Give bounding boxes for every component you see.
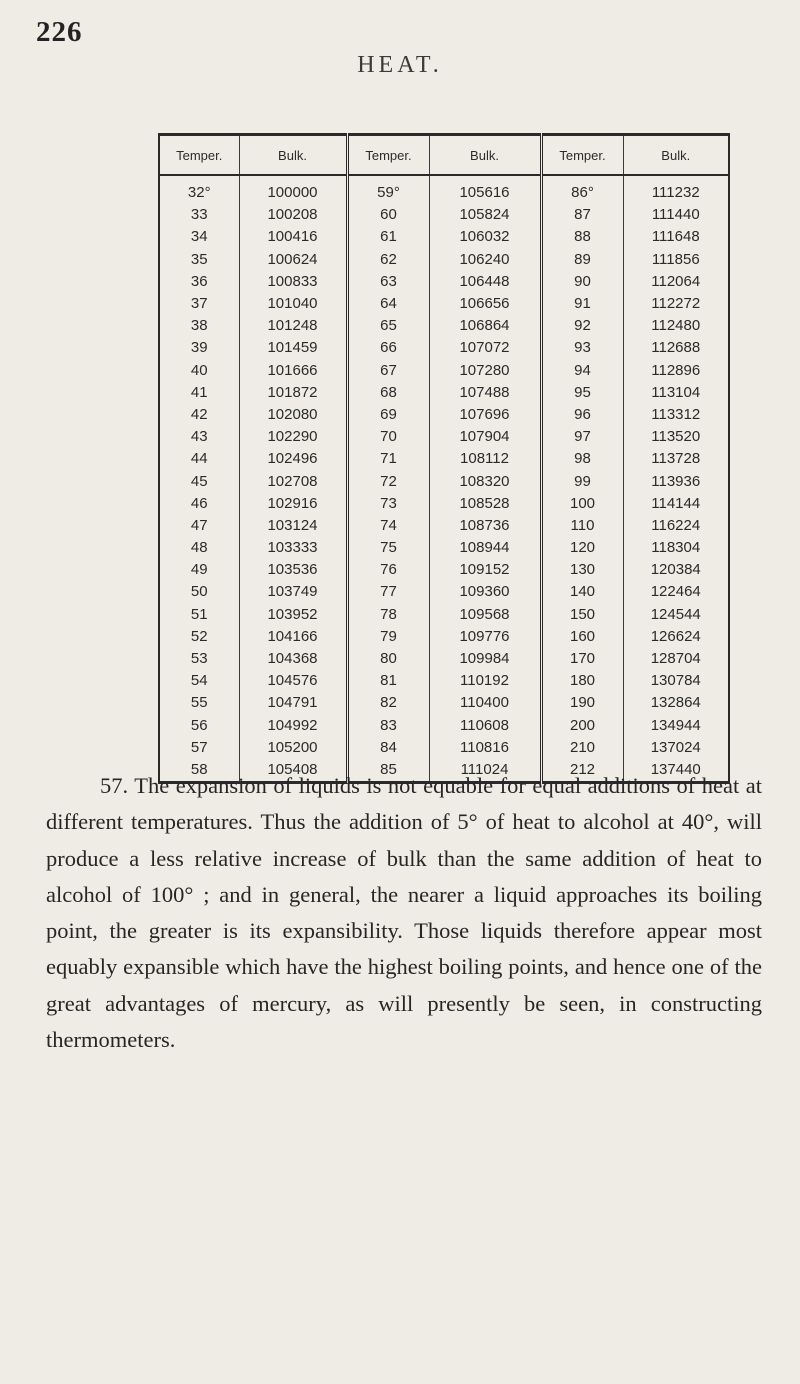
cell-bulk-1: 102290 [239, 426, 347, 448]
cell-bulk-1: 104992 [239, 715, 347, 737]
cell-bulk-1: 103536 [239, 559, 347, 581]
cell-bulk-2: 108528 [429, 493, 541, 515]
cell-temper-1: 58 [159, 759, 239, 783]
cell-temper-3: 99 [541, 470, 623, 492]
table-row [159, 175, 729, 204]
cell-bulk-1: 100416 [239, 226, 347, 248]
cell-bulk-2: 108736 [429, 515, 541, 537]
running-head: HEAT. [357, 52, 443, 78]
cell-temper-3: 120 [541, 537, 623, 559]
table-row [159, 226, 729, 248]
cell-bulk-3: 111856 [651, 250, 700, 268]
cell-temper-2: 65 [347, 315, 429, 337]
cell-bulk-1: 103749 [239, 581, 347, 603]
table-row [159, 404, 729, 426]
cell-bulk-3: 113728 [651, 450, 701, 468]
cell-bulk-1: 100000 [239, 175, 347, 204]
cell-bulk-2: 105824 [429, 204, 541, 226]
cell-temper-1: 36 [159, 271, 239, 293]
cell-temper-2: 71 [347, 448, 429, 470]
cell-bulk-3: 113312 [651, 405, 701, 423]
table-row [159, 581, 729, 603]
cell-temper-3: 180 [541, 670, 623, 692]
cell-bulk-3: 111440 [651, 206, 700, 224]
cell-temper-2: 79 [347, 626, 429, 648]
cell-temper-3: 96 [541, 404, 623, 426]
cell-temper-3: 150 [541, 604, 623, 626]
table-row [159, 426, 729, 448]
cell-bulk-3: 111648 [651, 228, 700, 246]
table-row [159, 537, 729, 559]
cell-bulk-2: 107072 [429, 337, 541, 359]
cell-bulk-2: 110816 [429, 737, 541, 759]
header-temper-3: Temper. [541, 135, 623, 176]
cell-bulk-3: 113936 [651, 472, 701, 490]
cell-temper-3: 212 [541, 759, 623, 783]
cell-bulk-2: 109984 [429, 648, 541, 670]
table-row [159, 360, 729, 382]
cell-temper-1: 41 [159, 382, 239, 404]
table-row [159, 559, 729, 581]
cell-bulk-3: 116224 [651, 516, 701, 534]
cell-temper-1: 47 [159, 515, 239, 537]
page-number: 226 [36, 16, 83, 48]
cell-bulk-1: 100624 [239, 249, 347, 271]
header-bulk-3: Bulk. [623, 135, 729, 176]
cell-temper-1: 44 [159, 448, 239, 470]
cell-temper-3: 170 [541, 648, 623, 670]
cell-bulk-2: 110608 [429, 715, 541, 737]
table-row [159, 382, 729, 404]
paragraph-57: 57. The expansion of liquids is not equable for equal additions of heat at different temperatures. Thus the addition of 5° of heat to alcohol at 40°, will produce a less relative increase of bulk than the same addition of heat to alcohol of 100° ; and in general, the nearer a liquid approaches its boiling point, the greater is its expansibility. Those liquids therefore appear most equably expansible which have the highest boiling points, and hence one of the great advantages of mercury, as will presently be seen, in constructing thermometers. [46, 773, 762, 1053]
cell-temper-1: 46 [159, 493, 239, 515]
cell-bulk-1: 101872 [239, 382, 347, 404]
cell-temper-2: 69 [347, 404, 429, 426]
cell-temper-2: 62 [347, 249, 429, 271]
table-row [159, 515, 729, 537]
cell-temper-3: 160 [541, 626, 623, 648]
cell-temper-1: 32° [159, 175, 239, 204]
cell-bulk-1: 102708 [239, 470, 347, 492]
expansion-table [158, 133, 730, 784]
cell-temper-2: 73 [347, 493, 429, 515]
cell-bulk-2: 110192 [429, 670, 541, 692]
cell-temper-3: 110 [541, 515, 623, 537]
body-text [46, 768, 762, 1058]
cell-bulk-3: 112064 [651, 272, 701, 290]
cell-bulk-2: 106448 [429, 271, 541, 293]
expansion-table-container [158, 133, 728, 784]
table-row [159, 737, 729, 759]
cell-temper-3: 91 [541, 293, 623, 315]
cell-bulk-1: 101459 [239, 337, 347, 359]
cell-temper-2: 77 [347, 581, 429, 603]
cell-bulk-2: 106032 [429, 226, 541, 248]
cell-temper-1: 52 [159, 626, 239, 648]
cell-temper-2: 67 [347, 360, 429, 382]
table-row [159, 204, 729, 226]
cell-temper-3: 98 [541, 448, 623, 470]
cell-bulk-3: 130784 [650, 672, 701, 690]
cell-bulk-1: 104576 [239, 670, 347, 692]
header-bulk-2: Bulk. [429, 135, 541, 176]
cell-bulk-1: 100833 [239, 271, 347, 293]
cell-bulk-3: 112480 [651, 317, 701, 335]
cell-bulk-3: 134944 [650, 716, 701, 734]
cell-bulk-1: 101666 [239, 360, 347, 382]
table-row [159, 626, 729, 648]
cell-temper-2: 75 [347, 537, 429, 559]
table-row [159, 315, 729, 337]
cell-bulk-3: 118304 [651, 539, 701, 557]
cell-bulk-3: 120384 [650, 561, 701, 579]
cell-bulk-2: 106864 [429, 315, 541, 337]
cell-temper-2: 68 [347, 382, 429, 404]
cell-bulk-2: 107904 [429, 426, 541, 448]
cell-bulk-2: 108320 [429, 470, 541, 492]
cell-bulk-3: 112896 [651, 361, 701, 379]
cell-temper-1: 49 [159, 559, 239, 581]
cell-bulk-1: 100208 [239, 204, 347, 226]
cell-temper-2: 61 [347, 226, 429, 248]
cell-temper-1: 34 [159, 226, 239, 248]
cell-bulk-2: 108112 [429, 448, 541, 470]
cell-temper-2: 85 [347, 759, 429, 783]
cell-bulk-1: 101040 [239, 293, 347, 315]
cell-bulk-2: 109776 [429, 626, 541, 648]
cell-bulk-2: 108944 [429, 537, 541, 559]
cell-bulk-1: 104368 [239, 648, 347, 670]
cell-temper-1: 50 [159, 581, 239, 603]
cell-temper-1: 43 [159, 426, 239, 448]
cell-bulk-3: 113520 [651, 428, 701, 446]
cell-temper-2: 81 [347, 670, 429, 692]
cell-temper-3: 210 [541, 737, 623, 759]
cell-bulk-1: 103952 [239, 604, 347, 626]
cell-bulk-2: 110400 [429, 692, 541, 714]
cell-temper-2: 78 [347, 604, 429, 626]
table-row [159, 692, 729, 714]
cell-temper-3: 86° [541, 175, 623, 204]
cell-temper-1: 37 [159, 293, 239, 315]
cell-temper-2: 70 [347, 426, 429, 448]
cell-bulk-1: 102496 [239, 448, 347, 470]
cell-bulk-3: 113104 [651, 383, 701, 401]
header-bulk-1: Bulk. [239, 135, 347, 176]
cell-temper-2: 83 [347, 715, 429, 737]
cell-temper-1: 39 [159, 337, 239, 359]
cell-temper-2: 59° [347, 175, 429, 204]
cell-bulk-3: 114144 [651, 494, 701, 512]
cell-temper-1: 42 [159, 404, 239, 426]
cell-temper-3: 190 [541, 692, 623, 714]
cell-bulk-1: 105200 [239, 737, 347, 759]
table-row [159, 271, 729, 293]
cell-temper-2: 66 [347, 337, 429, 359]
table-header-row [159, 135, 729, 176]
cell-temper-1: 38 [159, 315, 239, 337]
table-body [159, 175, 729, 783]
cell-bulk-2: 106240 [429, 249, 541, 271]
cell-temper-3: 95 [541, 382, 623, 404]
cell-temper-1: 55 [159, 692, 239, 714]
cell-bulk-3: 137440 [650, 760, 701, 778]
cell-temper-2: 72 [347, 470, 429, 492]
cell-bulk-3: 112688 [651, 339, 701, 357]
cell-temper-2: 60 [347, 204, 429, 226]
cell-temper-3: 130 [541, 559, 623, 581]
cell-temper-3: 88 [541, 226, 623, 248]
cell-bulk-2: 105616 [429, 175, 541, 204]
cell-bulk-2: 109360 [429, 581, 541, 603]
cell-temper-2: 82 [347, 692, 429, 714]
cell-bulk-1: 103124 [239, 515, 347, 537]
table-row [159, 715, 729, 737]
cell-bulk-1: 102080 [239, 404, 347, 426]
cell-bulk-3: 128704 [650, 650, 701, 668]
cell-temper-2: 80 [347, 648, 429, 670]
cell-temper-1: 51 [159, 604, 239, 626]
cell-bulk-3: 111232 [651, 184, 700, 202]
cell-bulk-1: 104791 [239, 692, 347, 714]
cell-bulk-2: 107696 [429, 404, 541, 426]
cell-temper-1: 33 [159, 204, 239, 226]
cell-bulk-1: 104166 [239, 626, 347, 648]
cell-temper-1: 53 [159, 648, 239, 670]
cell-temper-3: 100 [541, 493, 623, 515]
cell-bulk-3: 112272 [651, 295, 701, 313]
cell-temper-3: 90 [541, 271, 623, 293]
cell-temper-3: 93 [541, 337, 623, 359]
cell-temper-2: 74 [347, 515, 429, 537]
cell-bulk-2: 107280 [429, 360, 541, 382]
cell-temper-2: 84 [347, 737, 429, 759]
table-row [159, 470, 729, 492]
header-temper-2: Temper. [347, 135, 429, 176]
cell-bulk-1: 105408 [239, 759, 347, 783]
cell-temper-1: 56 [159, 715, 239, 737]
table-row [159, 337, 729, 359]
cell-temper-1: 40 [159, 360, 239, 382]
cell-temper-3: 94 [541, 360, 623, 382]
table-row [159, 648, 729, 670]
cell-bulk-3: 137024 [650, 738, 701, 756]
table-row [159, 293, 729, 315]
cell-temper-3: 89 [541, 249, 623, 271]
table-row [159, 249, 729, 271]
cell-temper-3: 92 [541, 315, 623, 337]
cell-bulk-1: 102916 [239, 493, 347, 515]
cell-temper-3: 87 [541, 204, 623, 226]
cell-temper-1: 45 [159, 470, 239, 492]
cell-bulk-1: 101248 [239, 315, 347, 337]
cell-temper-2: 76 [347, 559, 429, 581]
table-row [159, 670, 729, 692]
table-row [159, 604, 729, 626]
cell-temper-3: 140 [541, 581, 623, 603]
cell-bulk-3: 126624 [650, 627, 701, 645]
cell-bulk-2: 106656 [429, 293, 541, 315]
cell-bulk-2: 111024 [429, 759, 541, 783]
cell-temper-1: 35 [159, 249, 239, 271]
cell-bulk-1: 103333 [239, 537, 347, 559]
table-row [159, 448, 729, 470]
table-row [159, 493, 729, 515]
cell-bulk-3: 124544 [650, 605, 701, 623]
cell-temper-2: 63 [347, 271, 429, 293]
cell-bulk-2: 107488 [429, 382, 541, 404]
cell-bulk-3: 122464 [650, 583, 701, 601]
cell-temper-1: 48 [159, 537, 239, 559]
cell-temper-1: 57 [159, 737, 239, 759]
cell-bulk-3: 132864 [650, 694, 701, 712]
header-temper-1: Temper. [159, 135, 239, 176]
cell-temper-3: 97 [541, 426, 623, 448]
cell-temper-1: 54 [159, 670, 239, 692]
cell-bulk-2: 109152 [429, 559, 541, 581]
cell-bulk-2: 109568 [429, 604, 541, 626]
cell-temper-2: 64 [347, 293, 429, 315]
cell-temper-3: 200 [541, 715, 623, 737]
